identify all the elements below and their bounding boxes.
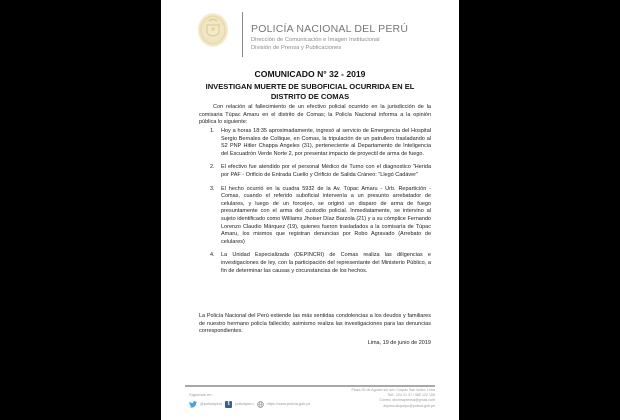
item-text: El efectivo fue atendido por el personal Médico de Turno con el diagnostico "Herida por PAF - Orificio de Entrada Cuello y Orificio de Salida Cráneo: "Llegó Cadáver" xyxy=(221,164,431,178)
communique-number: COMUNICADO N° 32 - 2019 xyxy=(254,69,366,79)
org-directorate: Dirección de Comunicación e Imagen Institucional xyxy=(251,37,380,43)
intro-paragraph: Con relación al fallecimiento de un efectivo policial ocurrido en la jurisdicción de la comisaria Túpac Amaru en el distrito de Comas; la Policía Nacional informa a la opinión pública lo siguiente: xyxy=(199,104,431,126)
item-number: 1. xyxy=(210,128,215,134)
closing-paragraph: La Policía Nacional del Perú extiende las más sentidas condolencias a los deudos y familiares de nuestro hermano policía fallecido; asimismo realiza las investigaciones para las denuncias correspondientes. xyxy=(199,313,431,335)
twitter-icon[interactable] xyxy=(189,401,197,408)
list-item xyxy=(199,186,431,247)
email-primary: Correo: dircimaprensa@gmail.com xyxy=(379,398,435,403)
headline xyxy=(161,82,459,102)
crest-shape xyxy=(198,13,228,47)
police-crest-icon xyxy=(198,13,228,47)
item-number: 4. xyxy=(210,252,215,259)
org-division: División de Prensa y Publicaciones xyxy=(251,45,342,51)
headline-line-1: INVESTIGAN MUERTE DE SUBOFICIAL OCURRIDA EN EL xyxy=(205,82,415,91)
letterhead xyxy=(161,0,459,66)
social-links xyxy=(189,400,311,408)
headline-line-2: DISTRITO DE COMAS xyxy=(270,92,350,101)
contact-info xyxy=(351,388,435,409)
tumblr-icon[interactable]: t xyxy=(225,401,232,408)
phone: Telf.: 224 21 37 / 980 122 108 xyxy=(387,393,435,398)
item-text: Hoy a horas 18:35 aproximadamente, ingresó al servicio de Emergencia del Hospital Sergio Bernales de Collique, en Comas, la tripulación de un patrullero trasladando al S2 PNP Hitler Chappa Angeles (31), perteneciente al Departamento de Inteligencia del Escuadrón Verde Norte 2, por presentar impacto de proyectil de arma de fuego. xyxy=(221,128,431,157)
item-text: La Unidad Especializada (DEPINCRI) de Comas realiza las diligencias e investigaciones de ley, con la participación del representante del Ministerio Público, a fin de determinar las causas y circunstancias de los hechos. xyxy=(221,252,431,274)
document-date: Lima, 19 de junio de 2019 xyxy=(367,340,431,346)
list-item xyxy=(199,252,431,275)
tumblr-handle[interactable]: policiaperu xyxy=(235,402,254,406)
globe-icon[interactable] xyxy=(257,401,264,408)
document-page xyxy=(161,0,459,420)
address: Plaza 30 de Agosto s/n urb. Corpac San Isidro, Lima xyxy=(351,388,435,392)
item-number: 3. xyxy=(210,185,215,192)
facts-list xyxy=(199,128,431,281)
follow-label: Síguenos en: xyxy=(189,392,213,397)
org-name: POLICÍA NACIONAL DEL PERÚ xyxy=(251,23,409,35)
twitter-handle[interactable]: @policiaperu xyxy=(200,402,223,406)
website-link[interactable]: https://www.policia.gob.pe xyxy=(266,402,311,406)
header-divider xyxy=(242,12,243,57)
item-number: 2. xyxy=(210,164,215,171)
email-secondary: dirpma-dicprepu@policia.gob.pe xyxy=(383,403,435,408)
footer-divider xyxy=(185,385,435,387)
list-item xyxy=(199,128,431,158)
list-item xyxy=(199,164,431,179)
item-text: El hecho ocurrió en la cuadra 5932 de la Av. Túpac Amaru - Urb. Repartición - Comas, cuando el referido suboficial intervenía a un presunto arrebatador de celulares, y luego de un forcejeo, se originó un disparo de arma de fuego presuntamente con el arma del custodio policial. Inmediatamente, se intervino al sujeto identificado como Williams Jhoiser Díaz Barzola (21) y a su cómplice Fernando Lorenzo Claudio Márquez (19), quienes fueron trasladados a la comisaría de Túpac Amaru, los mismos que registran denuncias por Robo Agravado (Arrebato de celulares) xyxy=(221,185,431,245)
